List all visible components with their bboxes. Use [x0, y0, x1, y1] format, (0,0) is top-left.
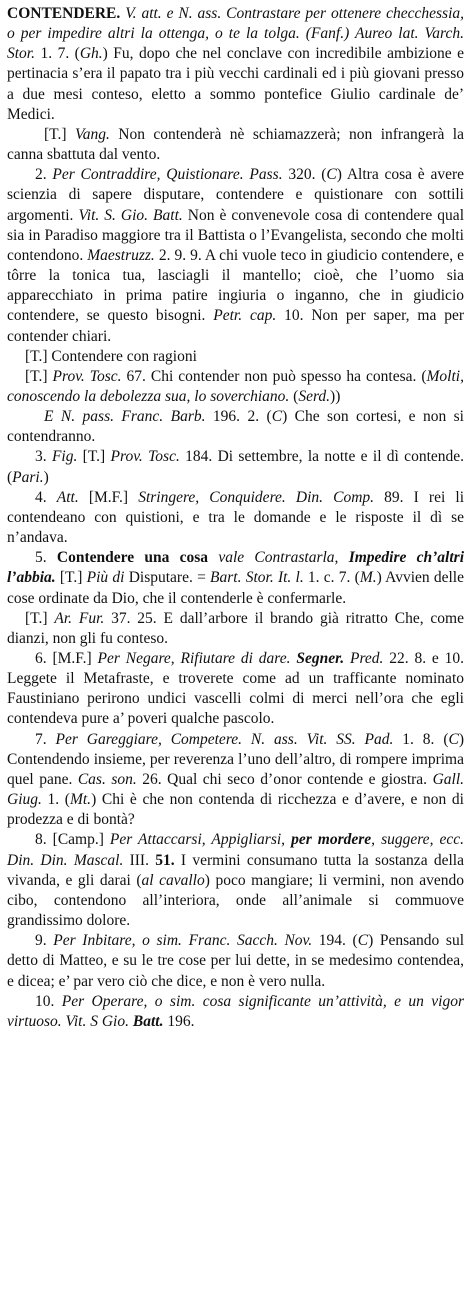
entry-sense-2: 2. Per Contraddire, Quistionare. Pass. 320. (C) Altra cosa è avere scienzia di sapere disputare, contendere e quistionare con sottili argomenti. Vit. S. Gio. Batt. Non è convenevole cosa di contendere qual sia in Paradiso maggiore tra il Battista o l’Evangelista, secondo che molti contendono. Maestruzz. 2. 9. 9. A chi vuole teco in giudicio contendere, e tôrre la tonica tua, lasciagli il mantello; cioè, che l’uomo sia apparecchiato in prima patire ingiuria o inganno, che in giudicio contendere, se questo bisogni. Petr. cap. 10. Non per saper, ma per contender chiari.: [7, 166, 464, 345]
entry-paragraph-prov-tosc: [T.] Prov. Tosc. 67. Chi contender non può spesso ha contesa. (Molti, conoscendo la debolezza sua, lo soverchiano. (Serd.)): [7, 367, 464, 405]
entry-paragraph-n-pass: E N. pass. Franc. Barb. 196. 2. (C) Che son cortesi, e non si contendranno.: [7, 408, 464, 446]
entry-sense-7: 7. Per Gareggiare, Competere. N. ass. Vit. SS. Pad. 1. 8. (C) Contendendo insieme, per reverenza l’uno dell’altro, di rompere imprima quel pane. Cas. son. 26. Qual chi seco d’onor contende e giostra. Gall. Giug. 1. (Mt.) Chi è che non contenda di ricchezza e d’avere, e non di prodezza e di bontà?: [7, 730, 464, 829]
entry-paragraph-ragioni: [T.] Contendere con ragioni: [25, 347, 197, 365]
entry-paragraph-vang: [T.] Vang. Non contenderà nè schiamazzerà; non infrangerà la canna sbattuta dal vento.: [7, 125, 464, 164]
entry-headword-paragraph: CONTENDERE. V. att. e N. ass. Contrastare per ottenere checchessia, o per impedire altri la ottenga, o te la tolga. (Fanf.) Aureo lat. Varch. Stor. 1. 7. (Gh.) Fu, dopo che nel conclave con incredibile ambizione e pertinacia s’era il papato tra i più vecchi cardinali ed i più giovani presso a due mesi conteso, eletto a sommo pontefice Giulio cardinale de’ Medici.: [7, 5, 465, 123]
entry-sense-5: 5. Contendere una cosa vale Contrastarla, Impedire ch’altri l’abbia. [T.] Più di Disputare. = Bart. Stor. It. l. 1. c. 7. (M.) Avvien delle cose ordinate da Dio, che il contenderle è confermarle.: [7, 549, 465, 607]
entry-sense-6: 6. [M.F.] Per Negare, Rifiutare di dare. Segner. Pred. 22. 8. e 10. Leggete il Metafraste, e troverete come ad un trafficante nominato Faustiniano perirono undici vascelli colmi di merci nell’ora che egli contendeva pure a’ poveri qualche pascolo.: [7, 650, 465, 728]
entry-sense-4: 4. Att. [M.F.] Stringere, Conquidere. Din. Comp. 89. I rei li contendeano con quistioni, e tra le domande e le risposte il dì se n’andava.: [7, 488, 465, 547]
entry-sense-10: 10. Per Operare, o sim. cosa significante un’attività, e un vigor virtuoso. Vit. S Gio. Batt. 196.: [7, 992, 465, 1030]
entry-sense-3: 3. Fig. [T.] Prov. Tosc. 184. Di settembre, la notte e il dì contende. (Pari.): [7, 448, 465, 486]
entry-paragraph-ar-fur: [T.] Ar. Fur. 37. 25. E dall’arbore il brando già ritratto Che, come dianzi, non gli fu conteso.: [7, 609, 464, 647]
entry-sense-8: 8. [Camp.] Per Attaccarsi, Appigliarsi, per mordere, suggere, ecc. Din. Din. Mascal. III. 51. I vermini consumano tutta la sostanza della vivanda, e gli darai (al cavallo) poco mangiare; li vermini, non avendo cibo, contendono all’interiora, onde all’animale si commuove grandissimo dolore.: [7, 831, 464, 930]
entry-sense-9: 9. Per Inbitare, o sim. Franc. Sacch. Nov. 194. (C) Pensando sul detto di Matteo, e su le tre cose per lui dette, in se medesimo contendea, e dicea; e’ par vero ciò che dice, e non è vero nulla.: [7, 932, 465, 990]
